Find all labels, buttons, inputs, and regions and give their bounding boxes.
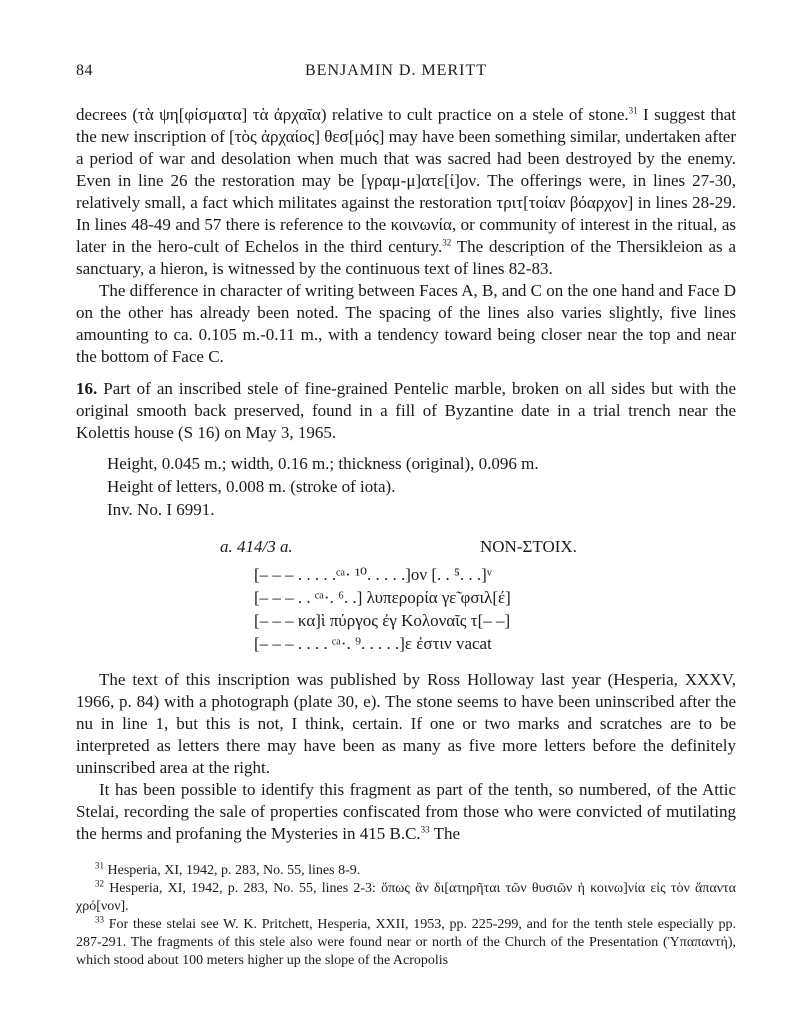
dimension-line: Height, 0.045 m.; width, 0.16 m.; thickness (original), 0.096 m. (107, 454, 539, 473)
commentary-identification: It has been possible to identify this fragment as part of the tenth, so numbered, of the Attic Stelai, recording the sale of properties confiscated from those who were convicted of mutilating the herms and profaning the Mysteries in 415 B.C.$^{33}$ The (76, 780, 736, 843)
inscription-text (254, 563, 736, 655)
paragraph-writing-difference: The difference in character of writing between Faces A, B, and C on the one hand and Face D on the other has already been noted. The spacing of the lines also varies slightly, five lines amounting to ca. 0.105 m.-0.11 m., with a tendency toward being closer near the top and near the bottom of Face C. (76, 281, 736, 366)
footnote-ref-31[interactable]: 31 (628, 105, 638, 116)
running-header (76, 62, 716, 86)
footnote-33: $^{33}$ For these stelai see W. K. Pritchett, Hesperia, XXII, 1953, pp. 225-299, and for the tenth stele especially pp. 287-291. The fragments of this stele also were found near or north of the Church of the Presentation (Ὑπαπαντή), which stood about 100 meters higher up the slope of the Acropolis (76, 914, 736, 968)
footnotes (76, 862, 736, 970)
footnote-ref-33[interactable]: 33 (420, 824, 430, 835)
page-number: 84 (76, 62, 93, 79)
dimension-line: Height of letters, 0.008 m. (stroke of iota). (107, 477, 396, 496)
main-text (76, 104, 736, 845)
entry-number: 16. (76, 379, 98, 398)
footnote-ref-32[interactable]: 32 (442, 237, 452, 248)
commentary-publication: The text of this inscription was published by Ross Holloway last year (Hesperia, XXXV, 1966, p. 84) with a photograph (plate 30, e). The stone seems to have been uninscribed after the nu in line 1, but this is not, I think, certain. If one or two marks and scratches are to be interpreted as letters there may have been as many as five more letters before the definitely uninscribed area at the right. (76, 670, 736, 777)
inscription-date: a. 414/3 a. (220, 537, 293, 556)
footnote-32: $^{32}$ Hesperia, XI, 1942, p. 283, No. 55, lines 2-3: ὅπως ἂν δι[ατηρῆται τῶν θυσιῶν ἡ κοινω]νία εἰς τὸν ἅπαντα χρό[νον]. (76, 878, 736, 914)
inscription-line: [– – – κα]ὶ πύργος ἐγ Κολοναῖς τ[– –] (254, 611, 511, 630)
stoichedon-label: NON-ΣΤΟΙΧ. (480, 537, 577, 556)
inscription-line: [– – – . . . . ᶜᵃ·. ⁹. . . . .]ε ἐστιν vacat (254, 634, 492, 653)
inscription-line: [– – – . . ᶜᵃ·. ⁶. .] λυπερορία γε̃ φσιλ[έ] (254, 588, 511, 607)
paragraph-cult-decrees: decrees (τὰ ψη[φίσματα] τὰ ἀρχαῖα) relative to cult practice on a stele of stone.$^{31}$ I suggest that the new inscription of [τὸς ἀρχαίος] θεσ[μός] may have been something similar, undertaken after a period of war and desolation when much that was sacred had been destroyed by the enemy. Even in line 26 the restoration may be [γραμ-μ]ατε[ί]ον. The offerings were, in lines 27-30, relatively small, a fact which militates against the restoration τριτ[τοίαν βόαρχον] in lines 28-29. In lines 48-49 and 57 there is reference to the κοινωνία, or community of interest in the ritual, as later in the hero-cult of Echelos in the third century.$^{32}$ The description of the Thersikleion as a sanctuary, a hieron, is witnessed by the continuous text of lines 82-83. (76, 105, 736, 278)
footnote-31: $^{31}$ Hesperia, XI, 1942, p. 283, No. 55, lines 8-9. (95, 860, 361, 878)
inscription-line: [– – – . . . . .ᶜᵃ· ¹⁰. . . . .]ον [. . ⁵. . .]ᵛ (254, 565, 492, 584)
dimension-line: Inv. No. I 6991. (107, 500, 215, 519)
entry-16-description: 16. Part of an inscribed stele of fine-grained Pentelic marble, broken on all sides but with the original smooth back preserved, found in a fill of Byzantine date in a trial trench near the Kolettis house (S 16) on May 3, 1965. (76, 379, 736, 442)
dimensions-block (107, 452, 736, 521)
running-title: BENJAMIN D. MERITT (305, 62, 487, 79)
inscription-heading (76, 533, 736, 559)
